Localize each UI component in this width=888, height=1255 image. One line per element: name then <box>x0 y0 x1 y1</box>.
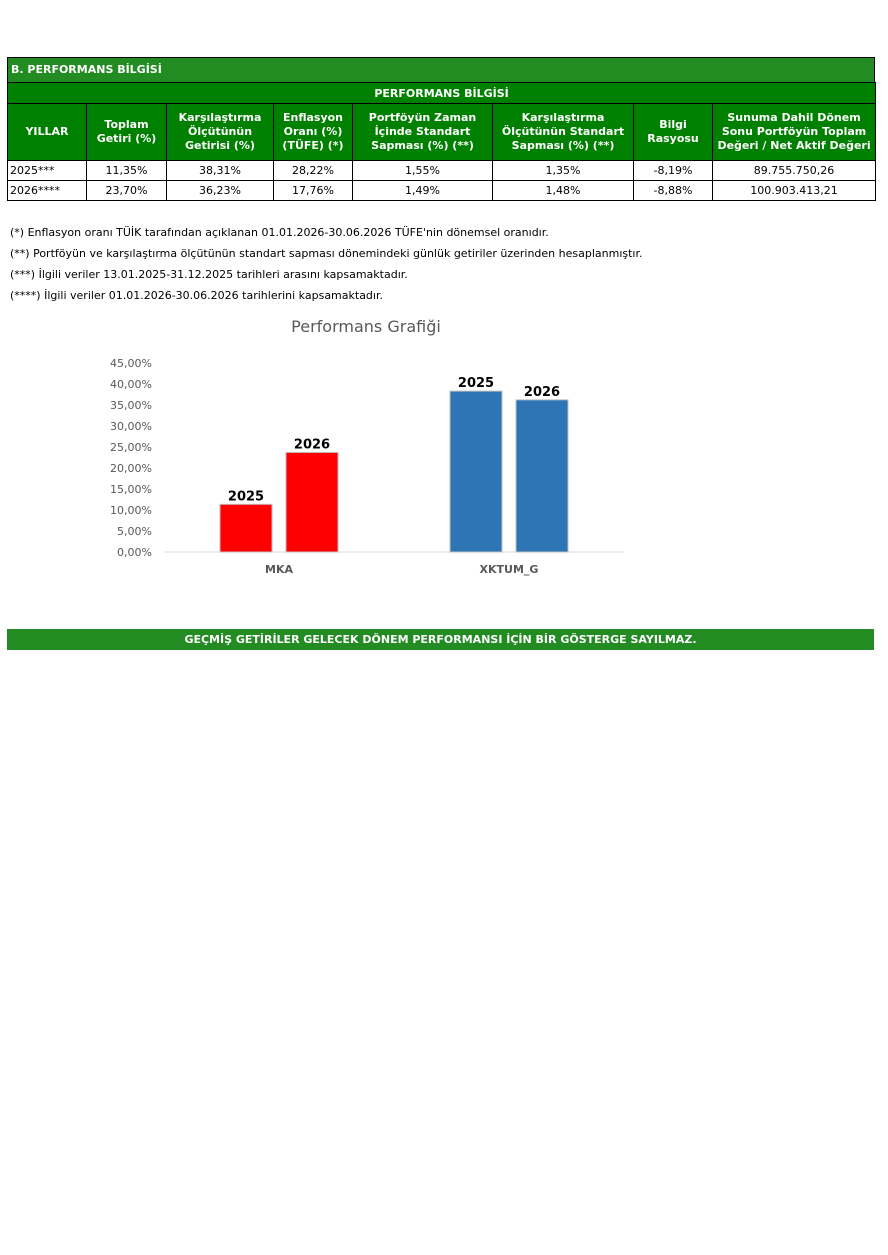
y-tick-label: 45,00% <box>110 357 152 370</box>
bar-series-label: 2025 <box>457 376 495 392</box>
footnote: (**) Portföyün ve karşılaştırma ölçütünün standart sapması dönemindeki günlük getiriler üzerinden hesaplanmıştır. <box>10 247 643 260</box>
bar-series-label: 2025 <box>227 489 265 505</box>
cell-info-ratio: -8,88% <box>634 181 713 201</box>
cell-year: 2025*** <box>8 161 87 181</box>
category-label: MKA <box>265 563 293 576</box>
y-tick-label: 0,00% <box>117 546 152 559</box>
bar <box>450 391 502 552</box>
header-years: YILLAR <box>8 104 87 161</box>
header-net-asset-value: Sunuma Dahil Dönem Sonu Portföyün Toplam Değeri / Net Aktif Değeri <box>713 104 876 161</box>
cell-year: 2026**** <box>8 181 87 201</box>
cell-inflation: 28,22% <box>274 161 353 181</box>
table-subtitle: PERFORMANS BİLGİSİ <box>8 83 876 104</box>
bar-series-label: 2026 <box>293 437 331 453</box>
y-tick-label: 5,00% <box>117 525 152 538</box>
bar <box>220 504 272 552</box>
header-total-return: Toplam Getiri (%) <box>87 104 167 161</box>
table-header-row <box>8 104 876 161</box>
cell-portfolio-stdev: 1,55% <box>353 161 493 181</box>
cell-benchmark-stdev: 1,35% <box>493 161 634 181</box>
header-portfolio-stdev: Portföyün Zaman İçinde Standart Sapması (%) (**) <box>353 104 493 161</box>
y-tick-label: 35,00% <box>110 399 152 412</box>
cell-inflation: 17,76% <box>274 181 353 201</box>
header-benchmark-return: Karşılaştırma Ölçütünün Getirisi (%) <box>167 104 274 161</box>
header-info-ratio: Bilgi Rasyosu <box>634 104 713 161</box>
cell-portfolio-stdev: 1,49% <box>353 181 493 201</box>
cell-total-return: 11,35% <box>87 161 167 181</box>
y-tick-label: 10,00% <box>110 504 152 517</box>
bar <box>286 452 338 552</box>
footnote: (***) İlgili veriler 13.01.2025-31.12.2025 tarihleri arasını kapsamaktadır. <box>10 268 408 281</box>
y-tick-label: 25,00% <box>110 441 152 454</box>
chart-svg <box>90 306 650 596</box>
cell-net-asset-value: 100.903.413,21 <box>713 181 876 201</box>
disclaimer-banner: GEÇMİŞ GETİRİLER GELECEK DÖNEM PERFORMANSI İÇİN BİR GÖSTERGE SAYILMAZ. <box>7 629 874 650</box>
y-tick-label: 30,00% <box>110 420 152 433</box>
cell-benchmark-return: 38,31% <box>167 161 274 181</box>
cell-info-ratio: -8,19% <box>634 161 713 181</box>
header-inflation: Enflasyon Oranı (%) (TÜFE) (*) <box>274 104 353 161</box>
y-tick-label: 20,00% <box>110 462 152 475</box>
footnote: (****) İlgili veriler 01.01.2026-30.06.2026 tarihlerini kapsamaktadır. <box>10 289 383 302</box>
performance-table <box>7 82 876 201</box>
table-row <box>8 161 876 181</box>
footnote: (*) Enflasyon oranı TÜİK tarafından açıklanan 01.01.2026-30.06.2026 TÜFE'nin dönemsel oranıdır. <box>10 226 549 239</box>
table-row <box>8 181 876 201</box>
header-benchmark-stdev: Karşılaştırma Ölçütünün Standart Sapması (%) (**) <box>493 104 634 161</box>
performance-section <box>7 57 875 201</box>
cell-total-return: 23,70% <box>87 181 167 201</box>
performance-chart <box>90 306 650 596</box>
footnotes <box>10 226 642 310</box>
cell-benchmark-stdev: 1,48% <box>493 181 634 201</box>
bar-series-label: 2026 <box>523 384 561 400</box>
y-tick-label: 15,00% <box>110 483 152 496</box>
category-label: XKTUM_G <box>479 563 539 576</box>
cell-net-asset-value: 89.755.750,26 <box>713 161 876 181</box>
section-title: B. PERFORMANS BİLGİSİ <box>7 57 875 82</box>
y-tick-label: 40,00% <box>110 378 152 391</box>
cell-benchmark-return: 36,23% <box>167 181 274 201</box>
bar <box>516 400 568 552</box>
chart-title: Performans Grafiği <box>291 317 441 336</box>
